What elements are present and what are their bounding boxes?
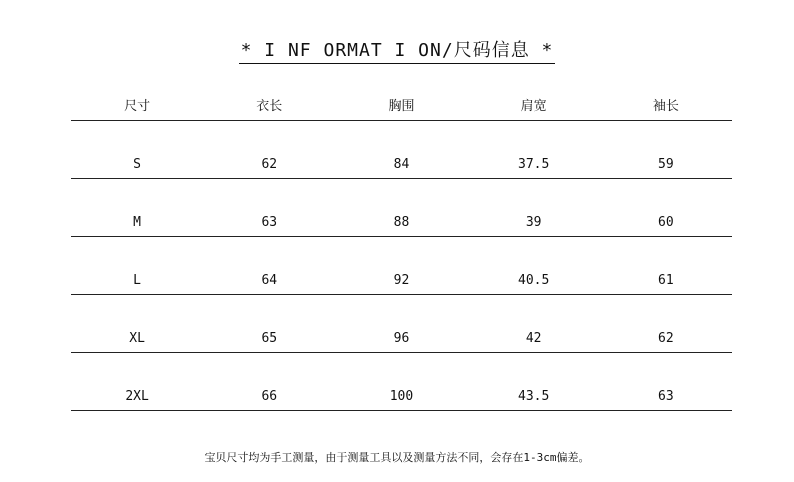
table-cell: 2XL bbox=[125, 389, 149, 404]
table-cell: 100 bbox=[389, 389, 414, 404]
table-cell: 96 bbox=[393, 331, 410, 346]
header-cell: 胸围 bbox=[388, 99, 415, 114]
title-text: * I NF ORMAT I ON/尺码信息 * bbox=[239, 36, 556, 64]
table-cell: 66 bbox=[261, 389, 278, 404]
table-cell: XL bbox=[129, 331, 145, 346]
size-table bbox=[71, 92, 732, 411]
header-cell: 袖长 bbox=[652, 99, 679, 114]
table-header-row bbox=[71, 92, 732, 121]
table-cell: 60 bbox=[658, 215, 674, 230]
table-cell: 84 bbox=[393, 157, 410, 172]
table-cell: 64 bbox=[261, 273, 278, 288]
page-title bbox=[0, 36, 794, 64]
header-cell: 尺寸 bbox=[124, 99, 151, 114]
header-cell: 肩宽 bbox=[520, 99, 547, 114]
table-cell: 63 bbox=[658, 389, 674, 404]
table-cell: 88 bbox=[393, 215, 410, 230]
table-cell: 39 bbox=[525, 215, 542, 230]
table-cell: 63 bbox=[261, 215, 278, 230]
table-row bbox=[71, 295, 732, 353]
table-cell: 42 bbox=[525, 331, 542, 346]
table-cell: 40.5 bbox=[518, 273, 550, 288]
table-cell: 92 bbox=[393, 273, 410, 288]
table-cell: M bbox=[133, 215, 141, 230]
table-row bbox=[71, 121, 732, 179]
measurement-note: 宝贝尺寸均为手工测量，由于测量工具以及测量方法不同，会存在1-3cm偏差。 bbox=[204, 451, 590, 464]
table-cell: 65 bbox=[261, 331, 278, 346]
table-row bbox=[71, 179, 732, 237]
table-cell: 61 bbox=[658, 273, 674, 288]
table-cell: 43.5 bbox=[518, 389, 550, 404]
table-cell: S bbox=[133, 157, 141, 172]
table-cell: 62 bbox=[658, 331, 674, 346]
table-row bbox=[71, 353, 732, 411]
table-cell: 59 bbox=[658, 157, 674, 172]
table-cell: 37.5 bbox=[518, 157, 550, 172]
table-cell: L bbox=[133, 273, 141, 288]
table-row bbox=[71, 237, 732, 295]
header-cell: 衣长 bbox=[256, 99, 283, 114]
table-cell: 62 bbox=[261, 157, 278, 172]
